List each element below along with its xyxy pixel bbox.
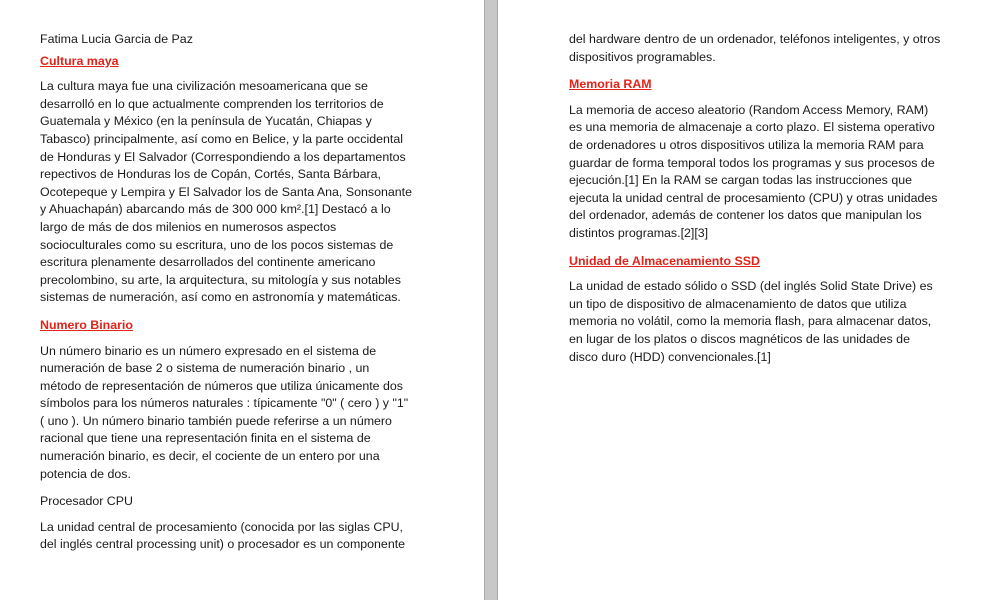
heading-cultura-maya[interactable]: Cultura maya <box>40 53 119 68</box>
paragraph-memoria-ram[interactable]: La memoria de acceso aleatorio (Random Access Memory, RAM) es una memoria de almacenaje a corto plazo. El sistema operativo de ordenadores u otros dispositivos utiliza la memoria RAM para guardar de forma temporal todos los programas y sus procesos de ejecución.[1] En la RAM se cargan todas las instrucciones que ejecuta la unidad central de procesamiento (CPU) y otras unidades del ordenador, además de contener los datos que manipulan los distintos programas.[2][3] <box>569 102 938 240</box>
heading-unidad-ssd[interactable]: Unidad de Almacenamiento SSD <box>569 253 760 268</box>
paragraph-unidad-ssd[interactable]: La unidad de estado sólido o SSD (del inglés Solid State Drive) es un tipo de dispositivo de almacenamiento de datos que utiliza memoria no volátil, como la memoria flash, para almacenar datos, en lugar de los platos o discos magnéticos de las unidades de disco duro (HDD) convencionales.[1] <box>569 279 933 364</box>
paragraph-numero-binario[interactable]: Un número binario es un número expresado en el sistema de numeración de base 2 o sistema de numeración binario , un método de representación de números que utiliza únicamente dos símbolos para los números naturales : típicamente "0" ( cero ) y "1" ( uno ). Un número binario también puede referirse a un número racional que tiene una representación finita en el sistema de numeración binario, es decir, el cociente de un entero por una potencia de dos. <box>40 343 409 481</box>
paragraph-procesador-cpu[interactable]: La unidad central de procesamiento (conocida por las siglas CPU, del inglés central processing unit) o procesador es un componente <box>40 519 406 552</box>
paragraph-cultura-maya[interactable]: La cultura maya fue una civilización mesoamericana que se desarrolló en lo que actualmente comprenden los territorios de Guatemala y México (en la península de Yucatán, Chiapas y Tabasco) principalmente, así como en Belice, y la parte occidental de Honduras y El Salvador (Correspondiendo a los departamentos repectivos de Honduras los de Copán, Cortés, Santa Bárbara, Ocotepeque y Lempira y El Salvador los de Santa Ana, Sonsonante y Ahuachapán) abarcando más de 300 000 km².[1] Destacó a lo largo de más de dos milenios en numerosos aspectos socioculturales como su escritura, uno de los pocos sistemas de escritura plenamente desarrollados del continente americano precolombino, su arte, la arquitectura, su mitología y sus notables sistemas de numeración, así como en astronomía y matemáticas. <box>40 79 412 305</box>
heading-memoria-ram[interactable]: Memoria RAM <box>569 77 652 92</box>
paragraph-cpu-continuation[interactable]: del hardware dentro de un ordenador, teléfonos inteligentes, y otros dispositivos programables. <box>569 32 941 64</box>
heading-procesador-cpu[interactable]: Procesador CPU <box>40 494 133 509</box>
text-column-right <box>569 31 941 366</box>
document-page-left[interactable] <box>0 0 484 600</box>
document-page-right[interactable] <box>498 0 989 600</box>
author-name[interactable]: Fatima Lucia Garcia de Paz <box>40 32 193 46</box>
text-column-left <box>40 31 412 554</box>
heading-numero-binario[interactable]: Numero Binario <box>40 317 133 332</box>
page-divider <box>484 0 498 600</box>
